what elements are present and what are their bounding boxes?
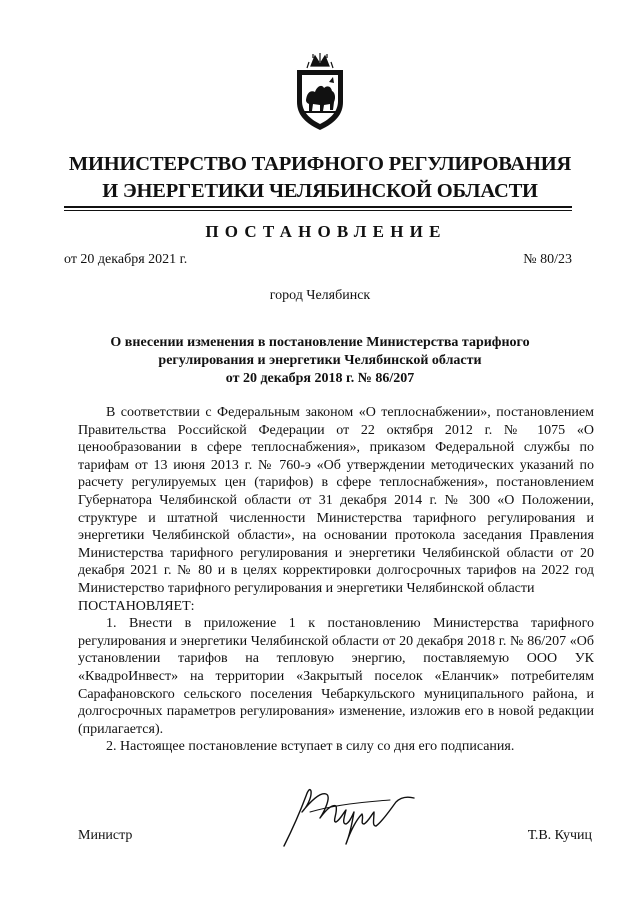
decree-item-2: 2. Настоящее постановление вступает в силу со дня его подписания. [106,739,515,755]
document-city: город Челябинск [269,288,371,303]
signer-title: Министр [78,828,133,843]
subject-line1: О внесении изменения в постановление Министерства тарифного [110,335,530,350]
coat-of-arms-emblem [291,52,349,132]
preamble-paragraph: В соответствии с Федеральным законом «О теплоснабжении», постановлением Правительства Российской Федерации от 22 октября 2012 г. № 1075 «О ценообразовании в сфере теплоснабжения», приказом Федеральной службы по тарифам от 13 июня 2013 г. № 760-э «Об утверждении методических указаний по расчету регулируемых цен (тарифов) в сфере теплоснабжения», постановлением Губернатора Челябинской области от 31 декабря 2014 г. № 300 «О Положении, структуре и штатной численности Министерства тарифного регулирования и энергетики Челябинской области», на основании протокола заседания Правления Министерства тарифного регулирования и энергетики Челябинской области от 20 декабря 2021 г. № 80 и в целях корректировки долгосрочных тарифов на 2022 год Министерство тарифного регулирования и энергетики Челябинской области [78,405,594,596]
document-number: № 80/23 [523,252,572,267]
decree-item-1: 1. Внести в приложение 1 к постановлению Министерства тарифного регулирования и энергетики Челябинской области от 20 декабря 2018 г. № 86/207 «Об установлении тарифов на тепловую энергию, поставляемую ООО УК «КвадроИнвест» на территории «Закрытый поселок «Еланчик» потребителям Сарафановского сельского поселения Чебаркульского муниципального района, и долгосрочных параметров регулирования» изменение, изложив его в новой редакции (прилагается). [78,616,594,737]
subject-line3: от 20 декабря 2018 г. № 86/207 [225,371,415,386]
decree-word: ПОСТАНОВЛЯЕТ: [78,598,195,614]
header-divider-thick [64,206,572,208]
document-body [78,404,594,756]
document-subject [80,334,560,388]
ministry-name-line1: МИНИСТЕРСТВО ТАРИФНОГО РЕГУЛИРОВАНИЯ [68,153,572,175]
handwritten-signature [280,782,420,852]
signer-name: Т.В. Кучиц [527,828,592,843]
ministry-name [40,151,600,205]
document-type-heading: ПОСТАНОВЛЕНИЕ [205,222,447,241]
ministry-name-line2: И ЭНЕРГЕТИКИ ЧЕЛЯБИНСКОЙ ОБЛАСТИ [102,180,538,202]
header-divider-thin [64,210,572,211]
subject-line2: регулирования и энергетики Челябинской области [158,353,482,368]
document-date: от 20 декабря 2021 г. [64,252,188,267]
